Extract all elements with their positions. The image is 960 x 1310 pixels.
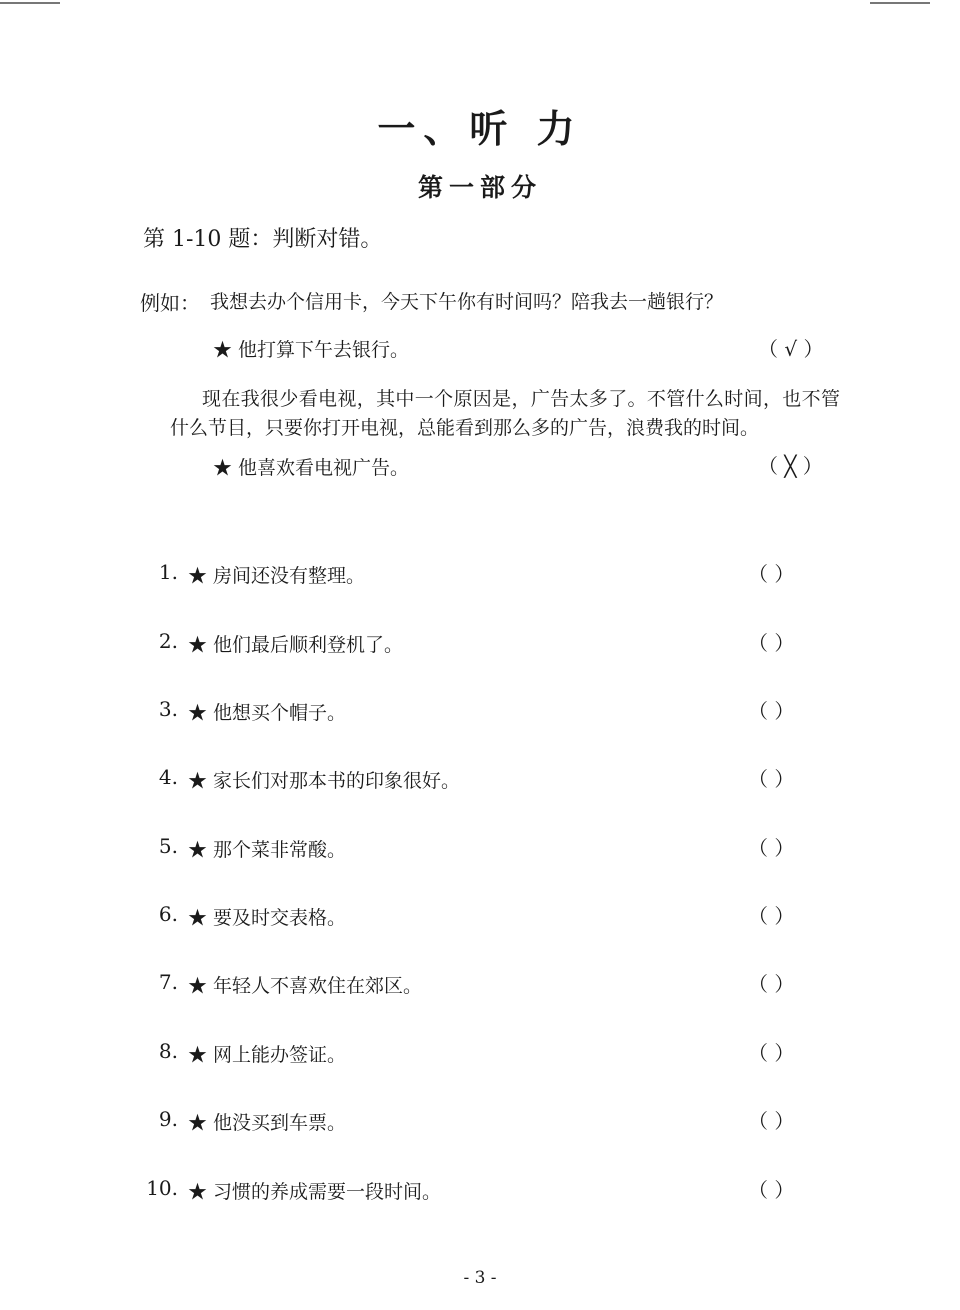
instructions: 第 1-10 题：判断对错。 [143, 227, 383, 252]
answer-blank[interactable]: （ ） [748, 972, 795, 996]
question-number: 2. [158, 629, 178, 653]
scan-artifact-right [870, 2, 930, 4]
example-statement-2: ★ 他喜欢看电视广告。 [213, 457, 410, 479]
question-number: 6. [158, 902, 178, 926]
answer-blank[interactable]: （ ） [748, 699, 795, 723]
answer-blank[interactable]: （ ） [748, 631, 795, 655]
page-number: - 3 - [463, 1268, 497, 1288]
question-number: 10. [146, 1176, 178, 1200]
question-number: 3. [158, 697, 178, 721]
question-text: ★ 他没买到车票。 [188, 1112, 347, 1134]
question-number: 7. [158, 970, 178, 994]
question-text: ★ 网上能办签证。 [188, 1044, 347, 1066]
question-number: 1. [158, 560, 178, 584]
answer-blank[interactable]: （ ） [748, 836, 795, 860]
question-text: ★ 家长们对那本书的印象很好。 [188, 770, 461, 792]
answer-blank[interactable]: （ ） [748, 1178, 795, 1202]
question-text: ★ 他想买个帽子。 [188, 702, 347, 724]
question-text: ★ 那个菜非常酸。 [188, 839, 347, 861]
answer-blank[interactable]: （ ） [748, 1041, 795, 1065]
question-number: 8. [158, 1039, 178, 1063]
question-text: ★ 习惯的养成需要一段时间。 [188, 1181, 442, 1203]
question-number: 5. [158, 834, 178, 858]
answer-blank[interactable]: （ ） [748, 1109, 795, 1133]
scan-artifact-left [0, 2, 60, 4]
question-text: ★ 房间还没有整理。 [188, 565, 366, 587]
answer-blank[interactable]: （ ） [748, 562, 795, 586]
answer-blank[interactable]: （ ） [748, 904, 795, 928]
example-answer-2: （ ╳ ） [758, 454, 823, 478]
question-text: ★ 要及时交表格。 [188, 907, 347, 929]
question-text: ★ 他们最后顺利登机了。 [188, 634, 404, 656]
part-title: 第一部分 [417, 173, 542, 202]
example-audio-1: 我想去办个信用卡，今天下午你有时间吗？陪我去一趟银行？ [210, 291, 724, 313]
section-title: 一、听 力 [377, 106, 583, 151]
question-text: ★ 年轻人不喜欢住在郊区。 [188, 975, 423, 997]
question-number: 4. [158, 765, 178, 789]
example-answer-1: （ √ ） [758, 337, 824, 361]
answer-blank[interactable]: （ ） [748, 767, 795, 791]
example-statement-1: ★ 他打算下午去银行。 [213, 339, 410, 361]
example-audio-2: 现在我很少看电视，其中一个原因是，广告太多了。不管什么时间，也不管什么节目，只要你打开电视，总能看到那么多的广告，浪费我的时间。 [170, 388, 840, 439]
question-number: 9. [158, 1107, 178, 1131]
example-label: 例如： [140, 291, 200, 315]
